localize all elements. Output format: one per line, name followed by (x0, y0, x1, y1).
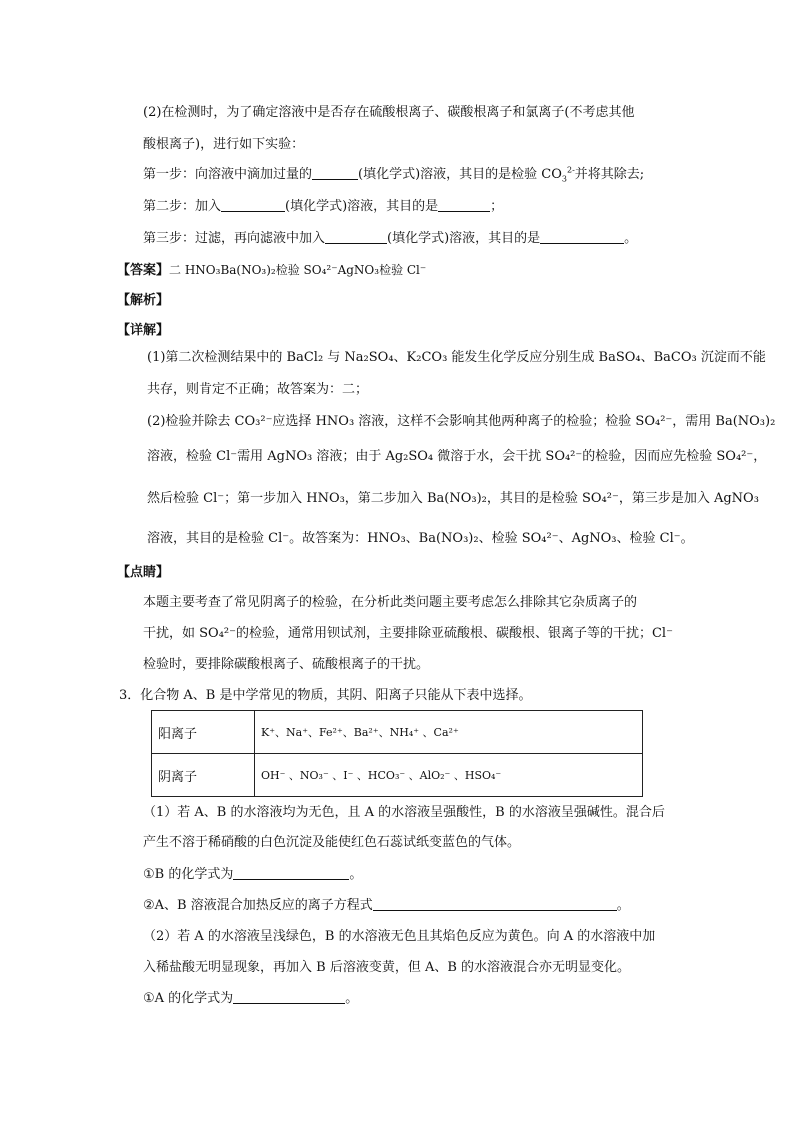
q3-p2-sub1 (143, 990, 358, 1008)
step3-blank-1[interactable] (325, 230, 387, 244)
b-formula-blank[interactable] (233, 866, 349, 880)
detail-label: 【详解】 (117, 323, 170, 338)
step3-mid: (填化学式)溶液，其目的是 (387, 231, 541, 246)
detail-p2-line1: (2)检验并除去 CO₃²⁻应选择 HNO₃ 溶液，这样不会影响其他两种离子的检验；检验 SO₄²⁻，需用 Ba(NO₃)₂ (147, 414, 776, 429)
q3-p1-sub2-tail: 。 (616, 898, 630, 913)
step3-prefix: 第三步：过滤，再向滤液中加入 (143, 231, 326, 246)
comment-label: 【点睛】 (117, 565, 170, 580)
step2-prefix: 第二步：加入 (143, 199, 222, 214)
q3-p1-sub2-text: ②A、B 溶液混合加热反应的离子方程式 (143, 898, 373, 913)
q3-p1-sub1-tail: 。 (349, 867, 363, 882)
step3-tail: 。 (624, 231, 638, 246)
q2-intro-line2: 酸根离子)，进行如下实验： (143, 137, 305, 152)
step1-blank[interactable] (312, 166, 358, 180)
answer-text: 二 HNO₃Ba(NO₃)₂检验 SO₄²⁻AgNO₃检验 Cl⁻ (169, 263, 427, 277)
detail-p2-line2: 溶液，检验 Cl⁻需用 AgNO₃ 溶液；由于 Ag₂SO₄ 微溶于水，会干扰 SO₄²⁻的检验，因而应先检验 SO₄²⁻， (147, 449, 767, 464)
q3-p1-sub2 (143, 897, 630, 915)
q2-step2 (143, 198, 503, 216)
comment-line3: 检验时，要排除碳酸根离子、硫酸根离子的干扰。 (143, 657, 430, 672)
cation-header: 阳离子 (152, 711, 255, 754)
ionic-equation-blank[interactable] (373, 897, 617, 911)
detail-p2-line3: 然后检验 Cl⁻；第一步加入 HNO₃，第二步加入 Ba(NO₃)₂，其目的是检验 SO₄²⁻，第三步是加入 AgNO₃ (147, 491, 759, 506)
step1-suffix: (填化学式)溶液，其目的是检验 CO (358, 167, 562, 182)
anion-list: OH⁻ 、NO₃⁻ 、I⁻ 、HCO₃⁻ 、AlO₂⁻ 、HSO₄⁻ (255, 754, 643, 797)
step1-tail: 并将其除去; (574, 167, 645, 182)
q3-p2-sub1-tail: 。 (345, 991, 359, 1006)
q2-step3 (143, 230, 637, 248)
q3-p1-line1: （1）若 A、B 的水溶液均为无色，且 A 的水溶液呈强酸性，B 的水溶液呈强碱性。混合后 (143, 805, 665, 820)
comment-line2: 干扰，如 SO₄²⁻的检验，通常用钡试剂，主要排除亚硫酸根、碳酸根、银离子等的干扰；Cl⁻ (143, 626, 673, 641)
table-row (152, 711, 643, 754)
q2-intro-line1: (2)在检测时，为了确定溶液中是否存在硫酸根离子、碳酸根离子和氯离子(不考虑其他 (143, 105, 635, 120)
q3-stem: 3．化合物 A、B 是中学常见的物质，其阴、阳离子只能从下表中选择。 (119, 688, 532, 703)
step2-blank-1[interactable] (221, 198, 285, 212)
detail-p1-line2: 共存，则肯定不正确；故答案为：二； (147, 382, 369, 397)
anion-header: 阴离子 (152, 754, 255, 797)
ion-table (151, 710, 643, 797)
step3-blank-2[interactable] (540, 230, 624, 244)
analysis-label: 【解析】 (117, 293, 170, 308)
q3-p2-sub1-text: ①A 的化学式为 (143, 991, 234, 1006)
q3-p2-line1: （2）若 A 的水溶液呈浅绿色，B 的水溶液无色且其焰色反应为黄色。向 A 的水溶液中加 (143, 929, 656, 944)
q3-p2-line2: 入稀盐酸无明显现象，再加入 B 后溶液变黄，但 A、B 的水溶液混合亦无明显变化。 (143, 960, 631, 975)
answer-row (117, 261, 426, 280)
cation-list: K⁺、Na⁺、Fe²⁺、Ba²⁺、NH₄⁺ 、Ca²⁺ (255, 711, 643, 754)
q3-p1-line2: 产生不溶于稀硝酸的白色沉淀及能使红色石蕊试纸变蓝色的气体。 (143, 835, 521, 850)
step2-tail: ； (490, 199, 504, 214)
step1-prefix: 第一步：向溶液中滴加过量的 (143, 167, 313, 182)
q3-p1-sub1-text: ①B 的化学式为 (143, 867, 234, 882)
detail-p1-line1: (1)第二次检测结果中的 BaCl₂ 与 Na₂SO₄、K₂CO₃ 能发生化学反应分别生成 BaSO₄、BaCO₃ 沉淀而不能 (147, 350, 766, 365)
table-row (152, 754, 643, 797)
q3-p1-sub1 (143, 866, 362, 884)
step2-blank-2[interactable] (438, 198, 490, 212)
a-formula-blank[interactable] (233, 990, 345, 1004)
answer-label: 【答案】 (117, 263, 170, 278)
q2-step1: 第一步：向溶液中滴加过量的 (填化学式)溶液，其目的是检验 $CO_3^{2-}$并将其除去; (143, 165, 645, 184)
detail-p2-line4: 溶液，其目的是检验 Cl⁻。故答案为：HNO₃、Ba(NO₃)₂、检验 SO₄²⁻、AgNO₃、检验 Cl⁻。 (147, 531, 694, 546)
comment-line1: 本题主要考查了常见阴离子的检验，在分析此类问题主要考虑怎么排除其它杂质离子的 (143, 595, 638, 610)
step2-mid: (填化学式)溶液，其目的是 (285, 199, 439, 214)
